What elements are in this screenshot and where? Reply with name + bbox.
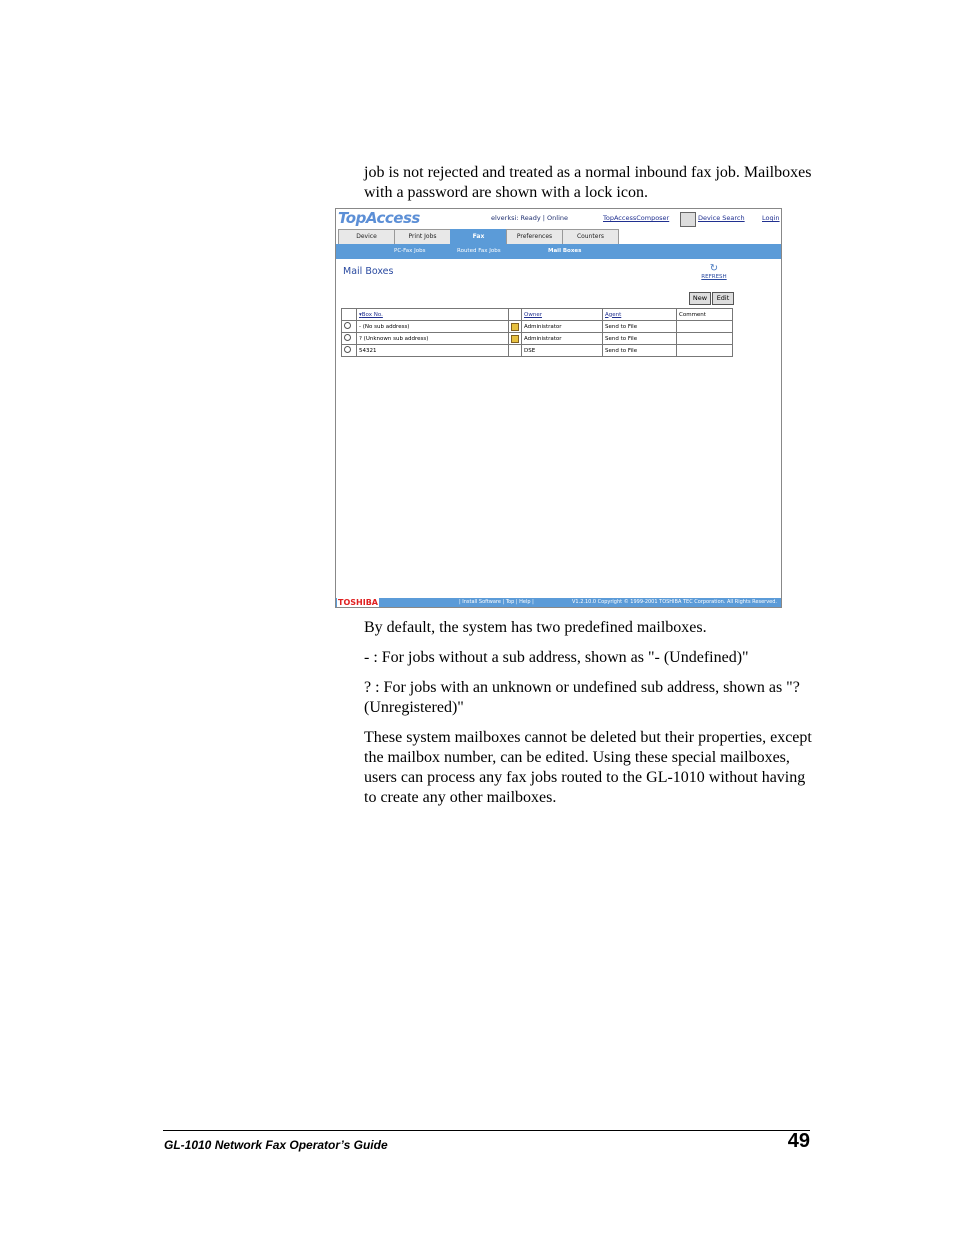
row-comment [677, 333, 733, 345]
refresh-label: REFRESH [701, 274, 727, 280]
column-agent[interactable]: Agent [605, 311, 622, 318]
subnav-pc-fax-jobs[interactable]: PC-Fax Jobs [394, 248, 426, 254]
copyright: V1.2.10.0 Copyright © 1999-2001 TOSHIBA TEC Corporation. All Rights Reserved. [572, 599, 777, 605]
new-button[interactable]: New [689, 292, 711, 305]
fax-subnav [336, 244, 781, 259]
topbar [336, 209, 781, 231]
tab-fax[interactable]: Fax [450, 229, 507, 244]
default-paragraph: By default, the system has two predefined mailboxes. [364, 619, 707, 636]
page-title: Mail Boxes [343, 266, 394, 277]
toshiba-logo: TOSHIBA [338, 598, 378, 607]
row-agent: Send to File [603, 345, 677, 357]
question-paragraph: ? : For jobs with an unknown or undefined sub address, shown as "? (Unregistered)" [364, 679, 800, 716]
row-comment [677, 321, 733, 333]
table-header [342, 309, 733, 321]
topaccesscomposer-link[interactable]: TopAccessComposer [603, 214, 670, 222]
lock-icon [511, 323, 519, 331]
guide-title: GL-1010 Network Fax Operator’s Guide [164, 1138, 388, 1152]
device-search-icon [680, 212, 696, 227]
row-owner: Administrator [522, 333, 603, 345]
row-agent: Send to File [603, 333, 677, 345]
edit-button[interactable]: Edit [712, 292, 734, 305]
topaccess-logo: TopAccess [338, 209, 420, 227]
screenshot-footer [336, 598, 781, 607]
row-owner: DSE [522, 345, 603, 357]
row-comment [677, 345, 733, 357]
system-paragraph: These system mailboxes cannot be deleted but their properties, except the mailbox number, can be edited. Using these special mailboxes, users can process any fax jobs routed to the GL-1010 without having to create any other mailboxes. [364, 729, 812, 806]
subnav-mail-boxes[interactable]: Mail Boxes [548, 248, 582, 254]
row-select-radio[interactable] [344, 334, 351, 341]
lock-icon [511, 335, 519, 343]
subnav-routed-fax-jobs[interactable]: Routed Fax Jobs [457, 248, 501, 254]
dash-paragraph: - : For jobs without a sub address, shown as "- (Undefined)" [364, 649, 749, 666]
login-link[interactable]: Login [762, 214, 780, 222]
table-row [342, 345, 733, 357]
tab-bar [336, 229, 781, 244]
row-box-no: ? (Unknown sub address) [357, 333, 509, 345]
row-box-no: 54321 [357, 345, 509, 357]
column-owner[interactable]: Owner [524, 311, 542, 318]
row-box-no: - (No sub address) [357, 321, 509, 333]
table-row [342, 333, 733, 345]
column-comment: Comment [677, 309, 733, 321]
device-search-link[interactable]: Device Search [698, 214, 745, 222]
footer-links[interactable]: | Install Software | Top | Help | [459, 599, 534, 605]
footer-rule [163, 1130, 810, 1131]
page-number: 49 [787, 1130, 810, 1152]
row-select-radio[interactable] [344, 322, 351, 329]
tab-preferences[interactable]: Preferences [506, 229, 563, 244]
refresh-icon: ↻ [709, 263, 719, 274]
row-agent: Send to File [603, 321, 677, 333]
topaccess-screenshot [335, 208, 782, 608]
mailbox-table [341, 308, 733, 357]
tab-counters[interactable]: Counters [562, 229, 619, 244]
row-select-radio[interactable] [344, 346, 351, 353]
device-status: elverksi: Ready | Online [491, 214, 569, 222]
table-row [342, 321, 733, 333]
tab-print-jobs[interactable]: Print Jobs [394, 229, 451, 244]
refresh-button[interactable] [700, 264, 728, 282]
row-owner: Administrator [522, 321, 603, 333]
column-box-no[interactable]: ▾Box No. [359, 311, 383, 318]
tab-device[interactable]: Device [338, 229, 395, 244]
intro-paragraph: job is not rejected and treated as a normal inbound fax job. Mailboxes with a password are shown with a lock icon. [364, 164, 812, 201]
